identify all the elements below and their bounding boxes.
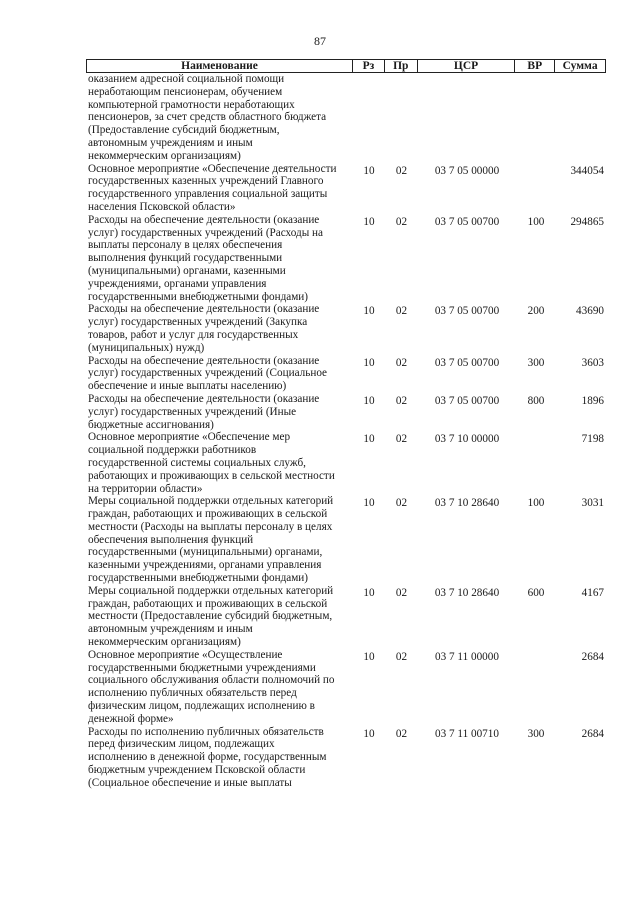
row-name-line: услуг) государственных учреждений (Социальное	[88, 367, 328, 380]
row-name-line: оказанием адресной социальной помощи	[88, 73, 285, 85]
row-name-line: услуг) государственных учреждений (Иные	[88, 405, 297, 418]
row-name-line: компьютерной грамотности неработающих	[88, 98, 295, 111]
row-name-line: Меры социальной поддержки отдельных категорий	[88, 495, 334, 508]
row-pr: 02	[395, 586, 408, 599]
row-name-line: пенсионеров, за счет средств областного бюджета	[88, 111, 327, 124]
row-name-line: работающих и проживающих в сельской местности	[88, 469, 335, 482]
row-name-line: государственного управления социальной защиты	[88, 188, 328, 201]
row-csr: 03 7 05 00700	[434, 215, 500, 228]
row-csr: 03 7 05 00700	[434, 394, 500, 407]
row-name-line: товаров, работ и услуг для государственных	[88, 328, 299, 341]
row-rz: 10	[363, 586, 375, 599]
row-pr: 02	[395, 727, 408, 740]
row-rz: 10	[363, 356, 375, 369]
row-sum: 344054	[570, 164, 604, 177]
row-name-line: обеспечение и иные выплаты населению)	[88, 380, 287, 393]
table-row	[86, 726, 606, 790]
row-rz: 10	[363, 305, 375, 318]
table-row	[86, 163, 606, 214]
row-name-line: выплаты персоналу в целях обеспечения	[88, 239, 283, 252]
row-name-line: (Предоставление субсидий бюджетным,	[88, 124, 280, 137]
row-csr: 03 7 05 00000	[434, 164, 500, 177]
row-name-line: услуг) государственных учреждений (Расходы на	[88, 226, 323, 239]
row-vr	[516, 649, 556, 651]
row-name-line: (муниципальными) органами, казенными	[88, 264, 286, 277]
row-pr: 02	[395, 215, 408, 228]
table-row	[86, 355, 606, 393]
row-sum: 4167	[581, 586, 604, 599]
row-vr: 100	[527, 497, 545, 510]
row-sum: 294865	[570, 215, 604, 228]
row-name-line: неработающим пенсионерам, обучением	[88, 85, 283, 98]
row-name-line: государственными (муниципальными) органами,	[88, 546, 323, 559]
row-vr	[516, 73, 556, 75]
row-name-line: местности (Предоставление субсидий бюджетным,	[88, 610, 333, 623]
row-pr: 02	[395, 356, 408, 369]
row-name-line: граждан, работающих и проживающих в сельской	[88, 597, 328, 610]
row-name-line: Расходы на обеспечение деятельности (оказание	[88, 392, 320, 405]
row-name	[86, 649, 353, 726]
row-name-line: социальной поддержки работников	[88, 444, 257, 457]
header-vr: ВР	[515, 60, 555, 72]
row-name-line: на территории области»	[88, 482, 203, 495]
row-name-line: государственной системы социальных служб,	[88, 456, 306, 469]
row-name-line: Расходы по исполнению публичных обязательств	[88, 725, 324, 738]
row-name-line: некоммерческим организациям)	[88, 149, 241, 162]
row-pr: 02	[395, 394, 408, 407]
row-name	[86, 355, 353, 393]
table-row	[86, 214, 606, 304]
row-rz: 10	[363, 650, 375, 663]
row-name	[86, 585, 353, 649]
row-csr: 03 7 10 28640	[434, 586, 500, 599]
table-body	[86, 73, 606, 790]
row-vr: 300	[527, 727, 545, 740]
row-pr: 02	[395, 650, 408, 663]
row-vr: 100	[527, 215, 545, 228]
row-name-line: казенными учреждениями, органами управления	[88, 559, 322, 572]
row-name-line: некоммерческим организациям)	[88, 636, 241, 649]
row-name-line: государственными внебюджетными фондами)	[88, 572, 309, 585]
row-name-line: исполнению в денежной форме, государственным	[88, 751, 327, 764]
row-name-line: автономным учреждениям и иным	[88, 623, 253, 636]
row-csr: 03 7 11 00710	[435, 727, 499, 740]
header-pr: Пр	[385, 60, 418, 72]
row-name-line: Расходы на обеспечение деятельности (оказание	[88, 213, 320, 226]
row-name-line: автономным учреждениям и иным	[88, 136, 253, 149]
header-name: Наименование	[87, 60, 353, 72]
row-vr: 300	[527, 356, 545, 369]
row-name	[86, 163, 353, 214]
row-sum: 7198	[581, 433, 604, 446]
row-rz: 10	[363, 215, 375, 228]
row-sum: 3031	[581, 497, 604, 510]
table-row	[86, 393, 606, 431]
row-rz	[353, 73, 385, 75]
row-name-line: бюджетные ассигнования)	[88, 418, 214, 431]
row-vr	[516, 163, 556, 165]
row-rz: 10	[363, 394, 375, 407]
table-row	[86, 649, 606, 726]
row-name-line: Расходы на обеспечение деятельности (оказание	[88, 354, 320, 367]
header-rz: Рз	[353, 60, 385, 72]
header-csr: ЦСР	[418, 60, 516, 72]
row-name-line: населения Псковской области»	[88, 200, 236, 213]
row-name-line: денежной форме»	[88, 712, 174, 725]
row-name	[86, 73, 353, 163]
row-rz: 10	[363, 164, 375, 177]
row-name-line: Меры социальной поддержки отдельных категорий	[88, 584, 334, 597]
row-csr: 03 7 10 28640	[434, 497, 500, 510]
row-name-line: (Социальное обеспечение и иные выплаты	[88, 776, 292, 789]
row-sum: 2684	[581, 727, 604, 740]
table-row	[86, 431, 606, 495]
row-pr: 02	[395, 497, 408, 510]
row-sum: 43690	[576, 305, 604, 318]
row-csr	[418, 73, 516, 75]
row-name	[86, 726, 353, 790]
row-name-line: перед физическим лицом, подлежащих	[88, 738, 275, 751]
row-name-line: обеспечения выполнения функций	[88, 533, 254, 546]
row-vr: 600	[527, 586, 545, 599]
table-header	[86, 59, 606, 73]
row-name-line: (муниципальных) нужд)	[88, 341, 205, 354]
page-number: 87	[314, 34, 326, 48]
row-name-line: социального обслуживания области полномочий по	[88, 674, 335, 687]
header-sum: Сумма	[562, 60, 598, 72]
row-name	[86, 214, 353, 304]
row-rz: 10	[363, 727, 375, 740]
row-pr: 02	[395, 164, 408, 177]
table-row	[86, 585, 606, 649]
row-name-line: Основное мероприятие «Обеспечение деятельности	[88, 162, 337, 175]
row-name-line: государственными бюджетными учреждениями	[88, 661, 316, 674]
row-name-line: государственных казенных учреждений Главного	[88, 175, 324, 188]
row-vr: 200	[527, 305, 545, 318]
row-name-line: местности (Расходы на выплаты персоналу в целях	[88, 520, 333, 533]
row-sum: 1896	[581, 394, 604, 407]
row-name	[86, 303, 353, 354]
row-name-line: учреждениями, органами управления	[88, 277, 267, 290]
row-vr	[516, 431, 556, 433]
row-name-line: Основное мероприятие «Обеспечение мер	[88, 431, 291, 444]
row-name-line: услуг) государственных учреждений (Закупка	[88, 316, 308, 329]
row-name-line: бюджетным учреждением Псковской области	[88, 764, 306, 777]
row-csr: 03 7 11 00000	[435, 650, 499, 663]
row-csr: 03 7 05 00700	[434, 305, 500, 318]
row-pr: 02	[395, 433, 408, 446]
budget-table	[86, 59, 606, 790]
row-sum: 3603	[581, 356, 604, 369]
row-sum	[556, 73, 606, 75]
row-sum: 2684	[581, 650, 604, 663]
row-csr: 03 7 05 00700	[434, 356, 500, 369]
table-row	[86, 495, 606, 585]
row-csr: 03 7 10 00000	[434, 433, 500, 446]
row-name-line: государственными внебюджетными фондами)	[88, 290, 309, 303]
row-name-line: физическим лицом, подлежащих исполнению в	[88, 700, 315, 713]
row-name	[86, 495, 353, 585]
row-name-line: исполнению публичных обязательств перед	[88, 687, 297, 700]
table-row	[86, 73, 606, 163]
row-name-line: граждан, работающих и проживающих в сельской	[88, 508, 328, 521]
row-rz: 10	[363, 433, 375, 446]
row-name-line: выполнения функций государственными	[88, 252, 283, 265]
row-name-line: Расходы на обеспечение деятельности (оказание	[88, 303, 320, 316]
table-row	[86, 303, 606, 354]
row-pr	[385, 73, 418, 75]
row-vr: 800	[527, 394, 545, 407]
row-name-line: Основное мероприятие «Осуществление	[88, 648, 283, 661]
row-pr: 02	[395, 305, 408, 318]
row-name	[86, 393, 353, 431]
row-rz: 10	[363, 497, 375, 510]
row-name	[86, 431, 353, 495]
